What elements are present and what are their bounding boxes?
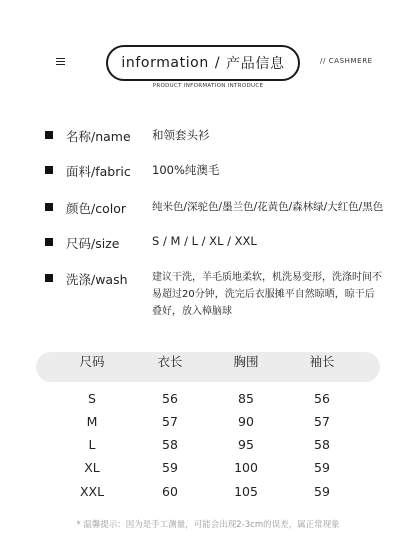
hamburger-icon[interactable]	[56, 58, 65, 67]
table-cell: 59	[314, 460, 330, 475]
table-header-cell: 尺码	[79, 354, 105, 369]
info-label: 颜色/color	[66, 201, 126, 216]
info-value: S / M / L / XL / XXL	[152, 234, 257, 248]
table-row	[0, 414, 416, 434]
measurement-note: * 温馨提示：因为是手工测量，可能会出现2-3cm的误差，属正常现象	[76, 520, 340, 530]
table-header-cell: 胸围	[233, 354, 259, 369]
table-row	[0, 484, 416, 504]
title-separator: /	[214, 55, 221, 71]
info-row-wash	[45, 270, 382, 320]
title-chinese: 产品信息	[226, 56, 285, 72]
square-bullet-icon	[45, 274, 53, 282]
table-header-cell: 袖长	[309, 354, 335, 369]
table-cell: 58	[314, 437, 330, 452]
info-label: 洗涤/wash	[66, 272, 128, 287]
table-cell: 105	[234, 484, 258, 499]
page-title	[106, 45, 300, 81]
info-label: 面料/fabric	[66, 164, 131, 179]
table-cell: 59	[162, 460, 178, 475]
square-bullet-icon	[45, 203, 53, 211]
info-value: 建议干洗，羊毛质地柔软，机洗易变形，洗涤时间不易超过20分钟，洗完后衣服摊平自然晾晒，晾干后叠好，放入樟脑球	[152, 272, 382, 317]
table-cell: S	[88, 391, 96, 406]
info-row-color	[45, 199, 383, 217]
title-english: information	[121, 55, 209, 71]
brand-label: // CASHMERE	[320, 57, 373, 65]
table-cell: 56	[314, 391, 330, 406]
info-row-name	[45, 127, 210, 145]
table-cell: 100	[234, 460, 258, 475]
info-label: 尺码/size	[66, 236, 120, 251]
info-value: 和领套头衫	[152, 128, 210, 142]
info-value: 100%纯澳毛	[152, 163, 220, 177]
square-bullet-icon	[45, 238, 53, 246]
table-cell: 95	[238, 437, 254, 452]
table-cell: 56	[162, 391, 178, 406]
info-row-size	[45, 234, 257, 252]
table-cell: XL	[84, 460, 100, 475]
info-label: 名称/name	[66, 129, 131, 144]
table-row	[0, 391, 416, 411]
table-cell: L	[88, 437, 96, 452]
table-row	[0, 460, 416, 480]
table-cell: 58	[162, 437, 178, 452]
info-value: 纯米色/深驼色/墨兰色/花黄色/森林绿/大红色/黑色	[152, 201, 384, 213]
subtitle: PRODUCT INFORMATION INTRODUCE	[152, 83, 264, 89]
info-row-fabric	[45, 162, 219, 180]
size-table-header-row	[0, 352, 416, 372]
table-cell: 90	[238, 414, 254, 429]
table-cell: 57	[314, 414, 330, 429]
table-cell: 85	[238, 391, 254, 406]
table-cell: 60	[162, 484, 178, 499]
square-bullet-icon	[45, 166, 53, 174]
table-cell: M	[86, 414, 98, 429]
table-cell: 57	[162, 414, 178, 429]
table-cell: 59	[314, 484, 330, 499]
table-row	[0, 437, 416, 457]
square-bullet-icon	[45, 131, 53, 139]
table-cell: XXL	[79, 484, 105, 499]
table-header-cell: 衣长	[157, 354, 183, 369]
